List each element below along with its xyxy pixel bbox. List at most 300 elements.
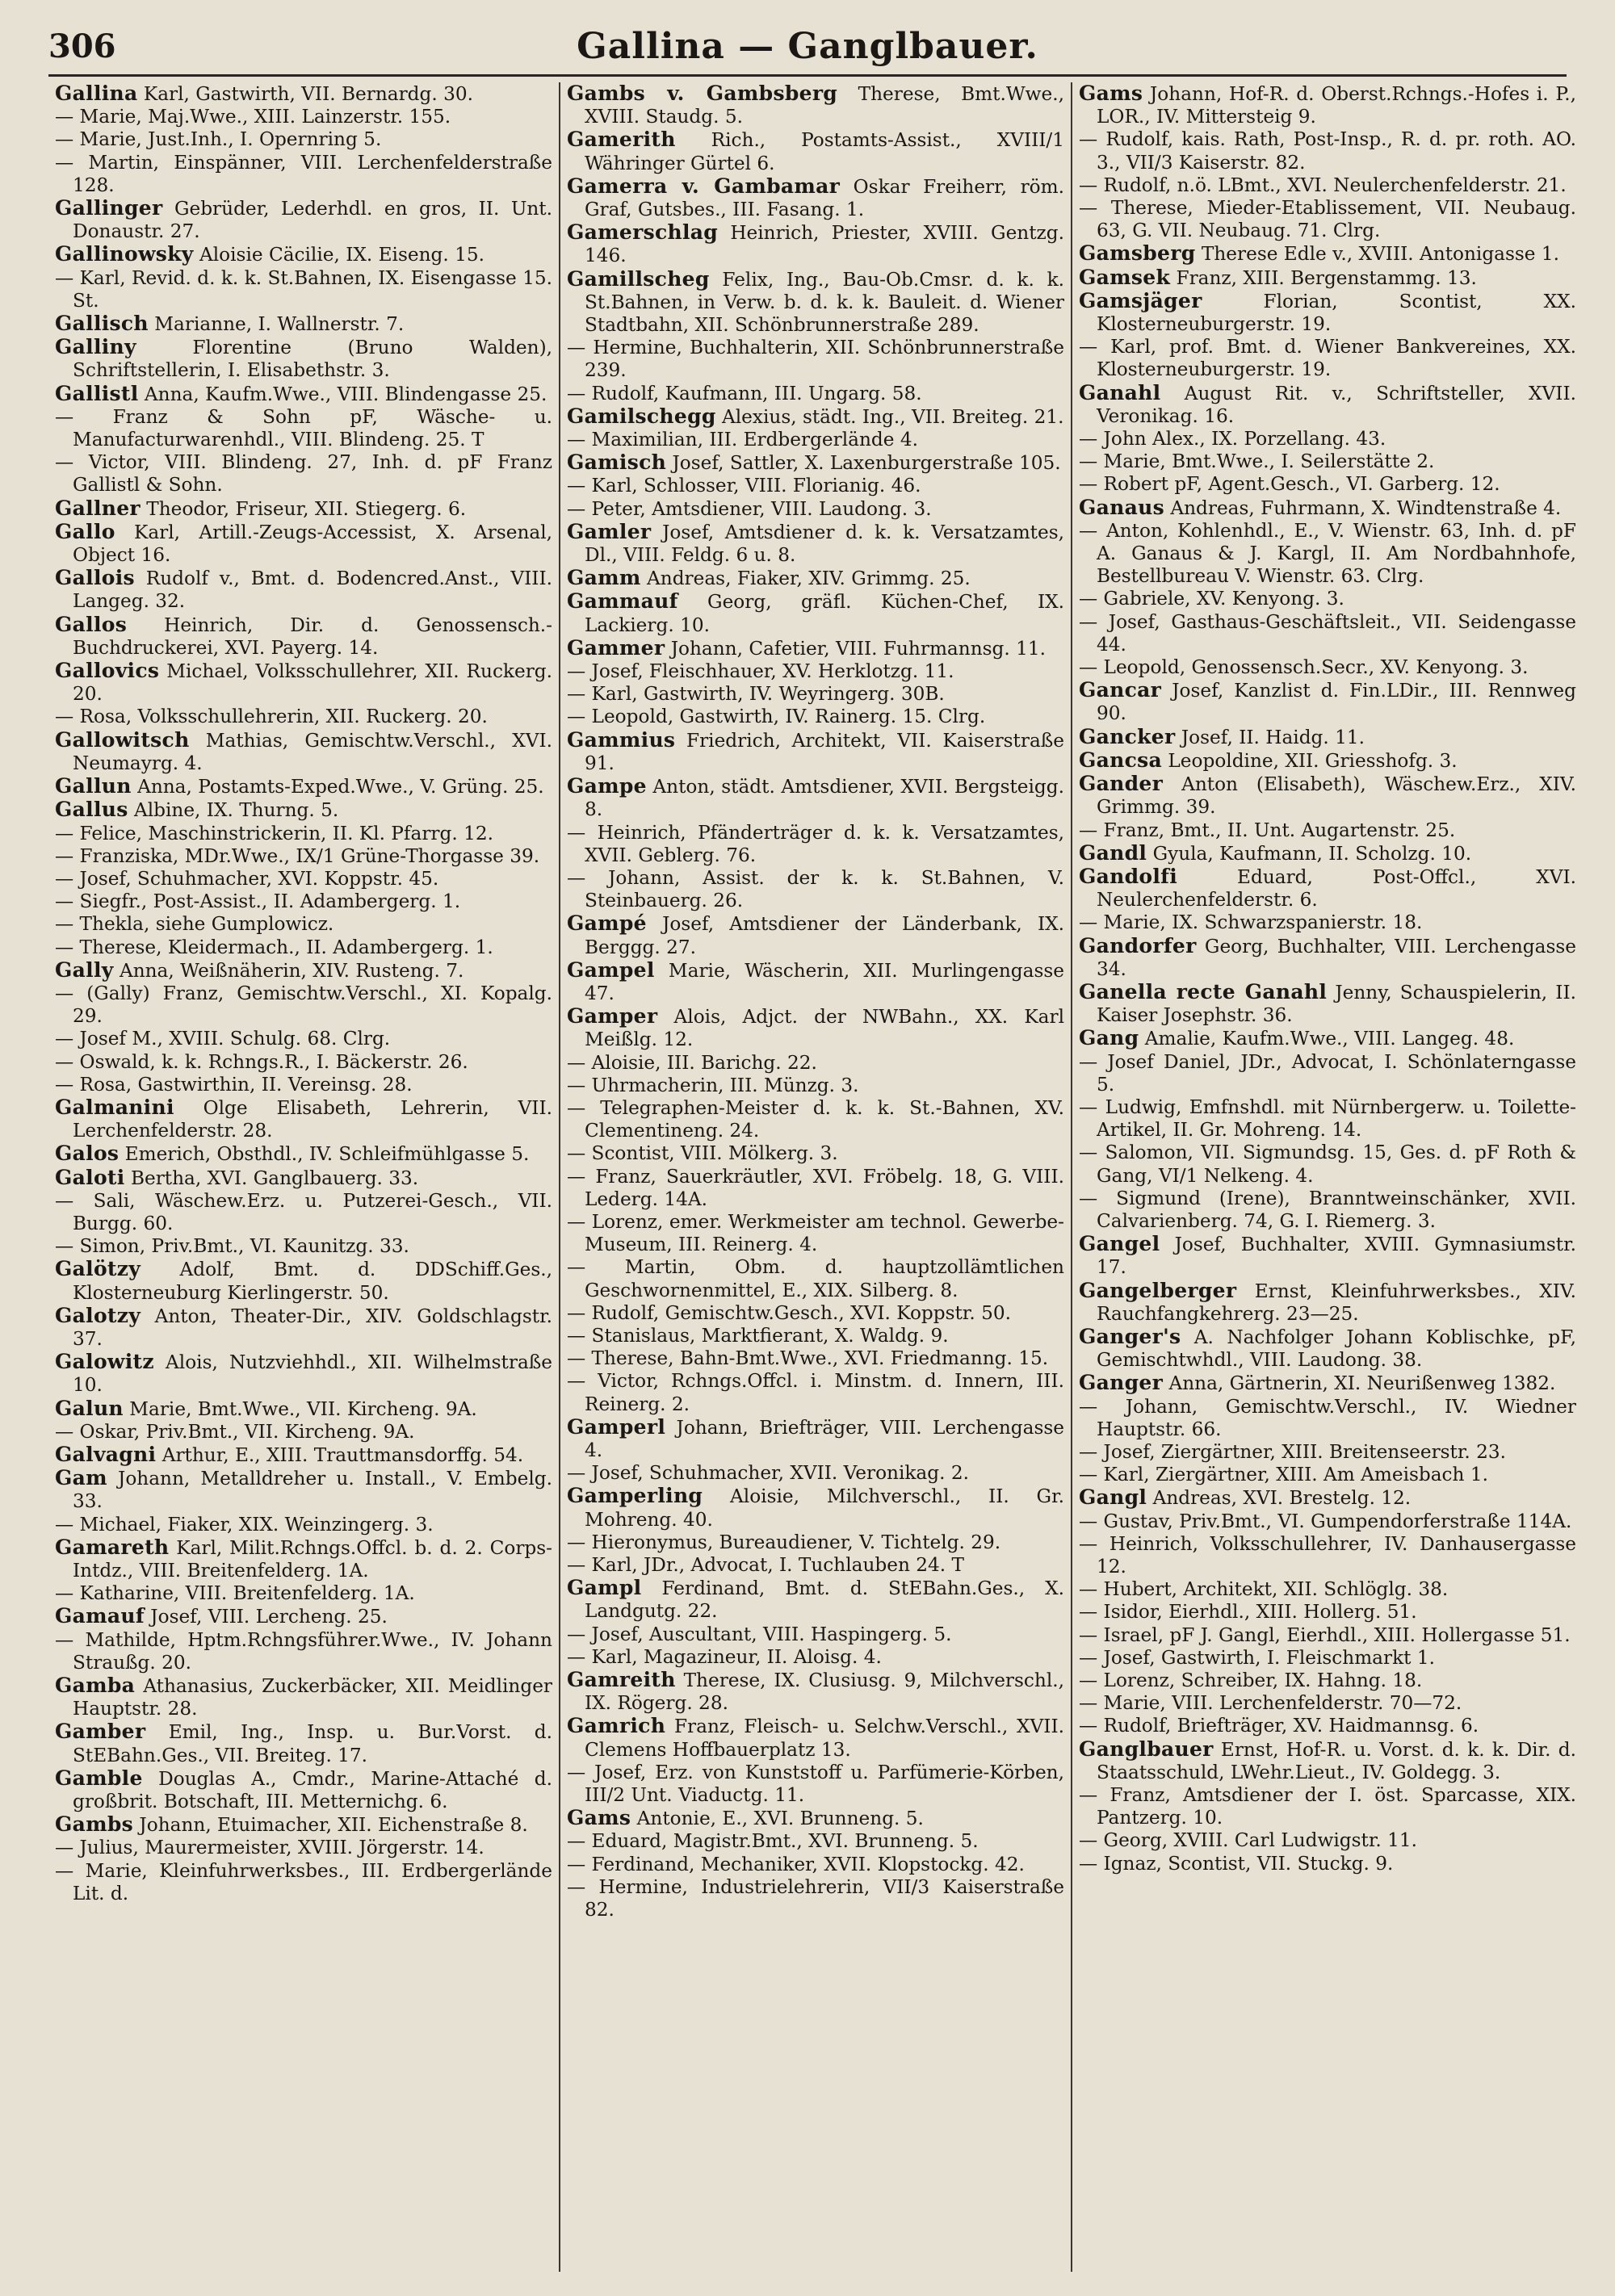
directory-entry xyxy=(1079,428,1576,450)
directory-entry xyxy=(1079,1233,1576,1279)
entry-details: Mathias, Gemischtw.Verschl., XVI. Neumayrg. 4. xyxy=(73,729,552,774)
directory-entry xyxy=(567,337,1064,382)
directory-entry xyxy=(55,521,552,567)
entry-surname: Galliny xyxy=(55,335,136,359)
directory-entry xyxy=(1079,450,1576,473)
entry-details: — Gabriele, XV. Kenyong. 3. xyxy=(1079,588,1344,610)
directory-entry xyxy=(55,197,552,243)
entry-surname: Ganger's xyxy=(1079,1324,1181,1348)
entry-details: — Josef, Erz. von Kunststoff u. Parfümerie-Körben, III/2 Unt. Viaductg. 11. xyxy=(567,1761,1064,1807)
entry-details: — Karl, Ziergärtner, XIII. Am Ameisbach 1. xyxy=(1079,1464,1488,1486)
directory-entry xyxy=(55,1813,552,1837)
entry-details: — Franz & Sohn pF, Wäsche- u. Manufacturwarenhdl., VIII. Blindeng. 25. T xyxy=(55,405,552,451)
entry-surname: Gam xyxy=(55,1466,107,1490)
entry-surname: Gangl xyxy=(1079,1485,1147,1510)
directory-entry xyxy=(567,1624,1064,1646)
directory-entry xyxy=(55,1051,552,1074)
entry-surname: Gamperl xyxy=(567,1414,666,1439)
entry-details: Andreas, XVI. Brestelg. 12. xyxy=(1147,1487,1412,1510)
directory-entry xyxy=(1079,473,1576,496)
entry-surname: Gallowitsch xyxy=(55,727,190,752)
entry-details: — Josef, Schuhmacher, XVI. Koppstr. 45. xyxy=(55,867,439,890)
directory-entry xyxy=(1079,911,1576,934)
entry-details: — Josef, Auscultant, VIII. Haspingerg. 5. xyxy=(567,1623,952,1645)
directory-entry xyxy=(567,221,1064,267)
entry-surname: Gampl xyxy=(567,1576,642,1600)
entry-details: Anton (Elisabeth), Wäschew.Erz., XIV. Grimmg. 39. xyxy=(1097,773,1576,819)
entry-surname: Gamper xyxy=(567,1004,658,1029)
directory-entry xyxy=(567,1005,1064,1051)
entry-details: — Felice, Maschinstrickerin, II. Kl. Pfarrg. 12. xyxy=(55,822,493,844)
entry-surname: Gamba xyxy=(55,1674,136,1698)
directory-entry xyxy=(55,128,552,151)
entry-details: — Rudolf, Kaufmann, III. Ungarg. 58. xyxy=(567,382,922,404)
entry-details: — Gustav, Priv.Bmt., VI. Gumpendorferstraße 114A. xyxy=(1079,1510,1572,1532)
directory-entry xyxy=(55,451,552,496)
entry-details: — Marie, Maj.Wwe., XIII. Lainzerstr. 155. xyxy=(55,106,451,128)
entry-details: Aloisie Cäcilie, IX. Eiseng. 15. xyxy=(193,244,484,266)
entry-details: — Stanislaus, Marktfierant, X. Waldg. 9. xyxy=(567,1324,949,1347)
directory-entry xyxy=(55,497,552,521)
directory-entry xyxy=(55,936,552,959)
directory-entry xyxy=(567,451,1064,475)
page-number: 306 xyxy=(48,27,116,65)
entry-details: — Simon, Priv.Bmt., VI. Kaunitzg. 33. xyxy=(55,1235,409,1258)
directory-entry xyxy=(55,706,552,728)
directory-entry xyxy=(55,913,552,936)
entry-details: — Isidor, Eierhdl., XIII. Hollerg. 51. xyxy=(1079,1601,1417,1624)
directory-entry xyxy=(1079,1692,1576,1715)
entry-surname: Gallo xyxy=(55,519,115,543)
entry-details: — Salomon, VII. Sigmundsg. 15, Ges. d. pF Roth & Gang, VI/1 Nelkeng. 4. xyxy=(1079,1142,1576,1187)
entry-details: — Hubert, Architekt, XII. Schlöglg. 38. xyxy=(1079,1578,1449,1601)
directory-entry xyxy=(1079,1142,1576,1187)
directory-entry xyxy=(567,1256,1064,1301)
directory-entry xyxy=(1079,336,1576,381)
directory-entry xyxy=(55,243,552,266)
directory-entry xyxy=(55,1767,552,1813)
directory-entry xyxy=(55,1096,552,1142)
entry-details: Gebrüder, Lederhdl. en gros, II. Unt. Donaustr. 27. xyxy=(73,198,552,243)
directory-entry xyxy=(1079,1051,1576,1096)
directory-entry xyxy=(1079,1280,1576,1326)
entry-details: — Therese, Bahn-Bmt.Wwe., XVI. Friedmanng. 15. xyxy=(567,1347,1049,1370)
entry-details: Therese Edle v., XVIII. Antonigasse 1. xyxy=(1195,243,1560,266)
entry-details: — Oswald, k. k. Rchngs.R., I. Bäckerstr. 26. xyxy=(55,1050,468,1073)
entry-surname: Gammauf xyxy=(567,589,678,614)
directory-entry xyxy=(1079,1624,1576,1647)
column-left xyxy=(48,82,559,2272)
entry-details: — Victor, Rchngs.Offcl. i. Minstm. d. Innern, III. Reinerg. 2. xyxy=(567,1370,1064,1415)
entry-surname: Gamsjäger xyxy=(1079,288,1202,312)
entry-details: — Johann, Gemischtw.Verschl., IV. Wiedner Hauptstr. 66. xyxy=(1079,1395,1576,1440)
entry-surname: Gams xyxy=(567,1806,631,1830)
entry-details: — Georg, XVIII. Carl Ludwigstr. 11. xyxy=(1079,1829,1417,1852)
directory-entry xyxy=(55,1837,552,1859)
directory-entry xyxy=(1079,1784,1576,1829)
entry-details: — Josef Daniel, JDr., Advocat, I. Schönlaterngasse 5. xyxy=(1079,1050,1576,1096)
entry-surname: Gallus xyxy=(55,798,128,822)
directory-entry xyxy=(1079,128,1576,174)
entry-details: — Karl, Schlosser, VIII. Florianig. 46. xyxy=(567,475,921,497)
entry-surname: Gamillscheg xyxy=(567,266,710,291)
entry-details: — (Gally) Franz, Gemischtw.Verschl., XI. Kopalg. 29. xyxy=(55,982,552,1028)
directory-entry xyxy=(567,1830,1064,1853)
entry-details: Gyula, Kaufmann, II. Scholzg. 10. xyxy=(1147,842,1472,865)
entry-details: — Josef, Gastwirth, I. Fleischmarkt 1. xyxy=(1079,1646,1435,1669)
directory-entry xyxy=(567,405,1064,429)
directory-entry xyxy=(1079,1326,1576,1372)
directory-entry xyxy=(567,1577,1064,1623)
entry-details: Anna, Postamts-Exped.Wwe., V. Grüng. 25. xyxy=(131,776,544,798)
entry-details: Karl, Gastwirth, VII. Bernardg. 30. xyxy=(137,83,473,105)
directory-entry xyxy=(567,1211,1064,1256)
directory-entry xyxy=(55,1443,552,1467)
entry-surname: Gallun xyxy=(55,774,132,798)
entry-details: — Ignaz, Scontist, VII. Stuckg. 9. xyxy=(1079,1852,1394,1875)
directory-entry xyxy=(1079,1396,1576,1441)
entry-details: — Robert pF, Agent.Gesch., VI. Garberg. 12. xyxy=(1079,473,1500,496)
entry-surname: Gancker xyxy=(1079,724,1176,748)
directory-entry xyxy=(55,1421,552,1443)
entry-details: — Maximilian, III. Erdbergerlände 4. xyxy=(567,429,918,451)
entry-surname: Gammius xyxy=(567,727,676,752)
directory-entry xyxy=(1079,1533,1576,1578)
directory-entry xyxy=(567,383,1064,405)
entry-details: Felix, Ing., Bau-Ob.Cmsr. d. k. k. St.Bahnen, in Verw. b. d. k. k. Bauleit. d. Wiener Stadtbahn, XII. Schönbrunnerstraße 289. xyxy=(585,268,1064,337)
entry-details: Josef, Amtsdiener d. k. k. Versatzamtes, Dl., VIII. Feldg. 6 u. 8. xyxy=(585,521,1064,567)
directory-entry xyxy=(567,1347,1064,1370)
entry-details: Rich., Postamts-Assist., XVIII/1 Währinger Gürtel 6. xyxy=(585,129,1064,174)
directory-entry xyxy=(1079,1647,1576,1670)
entry-details: Theodor, Friseur, XII. Stiegerg. 6. xyxy=(140,497,467,520)
directory-entry xyxy=(567,475,1064,497)
entry-details: Karl, Milit.Rchngs.Offcl. b. d. 2. Corps-Intdz., VIII. Breitenfelderg. 1A. xyxy=(73,1536,552,1582)
entry-details: — Rudolf, n.ö. LBmt., XVI. Neulerchenfelderstr. 21. xyxy=(1079,174,1567,196)
entry-details: Alois, Nutzviehhdl., XII. Wilhelmstraße 10. xyxy=(73,1351,552,1397)
entry-details: — Thekla, siehe Gumplowicz. xyxy=(55,913,334,936)
directory-entry xyxy=(567,1302,1064,1325)
entry-details: — Ferdinand, Mechaniker, XVII. Klopstockg. 42. xyxy=(567,1853,1025,1875)
entry-surname: Gallinger xyxy=(55,196,163,220)
directory-entry xyxy=(55,267,552,312)
entry-details: Marie, Wäscherin, XII. Murlingengasse 47. xyxy=(585,959,1064,1004)
entry-details: Jenny, Schauspielerin, II. Kaiser Josephstr. 36. xyxy=(1097,981,1576,1027)
running-head: Gallina — Ganglbauer. xyxy=(577,25,1038,67)
entry-details: Ernst, Hof-R. u. Vorst. d. k. k. Dir. d. Staatsschuld, LWehr.Lieut., IV. Goldegg. 3. xyxy=(1097,1738,1576,1783)
directory-entry xyxy=(55,82,552,106)
entry-details: Bertha, XVI. Ganglbauerg. 33. xyxy=(124,1167,419,1189)
directory-entry xyxy=(55,383,552,406)
directory-entry xyxy=(55,959,552,983)
entry-details: Alois, Adjct. der NWBahn., XX. Karl Meißlg. 12. xyxy=(585,1006,1064,1051)
entry-details: — Martin, Einspänner, VIII. Lerchenfelderstraße 128. xyxy=(55,151,552,196)
entry-surname: Galowitz xyxy=(55,1350,154,1374)
entry-details: Josef, Sattler, X. Laxenburgerstraße 105. xyxy=(666,452,1061,475)
entry-details: — Josef, Schuhmacher, XVII. Veronikag. 2. xyxy=(567,1462,969,1485)
entry-details: Franz, XIII. Bergenstammg. 13. xyxy=(1170,266,1477,289)
entry-details: Johann, Hof-R. d. Oberst.Rchngs.-Hofes i. P., LOR., IV. Mittersteig 9. xyxy=(1097,83,1576,128)
directory-entry xyxy=(567,175,1064,221)
directory-entry xyxy=(567,1669,1064,1715)
entry-details: Adolf, Bmt. d. DDSchiff.Ges., Klosterneuburg Kierlingerstr. 50. xyxy=(73,1259,552,1304)
entry-surname: Gammer xyxy=(567,635,665,660)
directory-entry xyxy=(1079,1853,1576,1875)
entry-details: Albine, IX. Thurng. 5. xyxy=(128,799,339,822)
entry-details: — Ludwig, Emfnshdl. mit Nürnbergerw. u. Toilette-Artikel, II. Gr. Mohreng. 14. xyxy=(1079,1096,1576,1142)
entry-details: — Franz, Sauerkräutler, XVI. Fröbelg. 18, G. VIII. Lederg. 14A. xyxy=(567,1165,1064,1210)
directory-entry xyxy=(1079,1486,1576,1510)
directory-entry xyxy=(55,729,552,775)
directory-entry xyxy=(55,567,552,613)
entry-details: Emil, Ing., Insp. u. Bur.Vorst. d. StEBahn.Ges., VII. Breiteg. 17. xyxy=(73,1721,552,1766)
directory-entry xyxy=(1079,290,1576,336)
entry-surname: Gamm xyxy=(567,566,641,590)
directory-entry xyxy=(55,1074,552,1096)
directory-entry xyxy=(55,1536,552,1582)
directory-entry xyxy=(567,268,1064,337)
entry-details: — Josef, Fleischhauer, XV. Herklotzg. 11. xyxy=(567,660,954,683)
directory-entry xyxy=(567,1370,1064,1415)
directory-entry xyxy=(567,822,1064,867)
entry-details: Ferdinand, Bmt. d. StEBahn.Ges., X. Landgutg. 22. xyxy=(585,1577,1064,1623)
entry-details: — Sali, Wäschew.Erz. u. Putzerei-Gesch., VII. Burgg. 60. xyxy=(55,1189,552,1234)
entry-details: Anna, Gärtnerin, XI. Neurißenweg 1382. xyxy=(1163,1372,1556,1395)
entry-surname: Gang xyxy=(1079,1026,1139,1050)
directory-entry xyxy=(567,683,1064,706)
entry-surname: Ganglbauer xyxy=(1079,1737,1214,1761)
columns-container xyxy=(48,82,1583,2272)
entry-details: Antonie, E., XVI. Brunneng. 5. xyxy=(631,1808,924,1830)
entry-surname: Gangelberger xyxy=(1079,1278,1237,1302)
entry-details: Marie, Bmt.Wwe., VII. Kircheng. 9A. xyxy=(123,1397,477,1420)
entry-details: — Uhrmacherin, III. Münzg. 3. xyxy=(567,1074,859,1096)
directory-entry xyxy=(1079,842,1576,865)
entry-surname: Gallos xyxy=(55,612,128,636)
directory-entry xyxy=(1079,174,1576,197)
directory-entry xyxy=(55,1305,552,1351)
directory-entry xyxy=(1079,611,1576,656)
directory-entry xyxy=(55,798,552,822)
entry-details: — Rudolf, kais. Rath, Post-Insp., R. d. pr. roth. AO. 3., VII/3 Kaiserstr. 82. xyxy=(1079,128,1576,174)
entry-details: Olge Elisabeth, Lehrerin, VII. Lerchenfelderstr. 28. xyxy=(73,1096,552,1142)
entry-surname: Galos xyxy=(55,1142,120,1166)
entry-surname: Galmanini xyxy=(55,1095,174,1119)
entry-details: Josef, Buchhalter, XVIII. Gymnasiumstr. 17. xyxy=(1097,1234,1576,1279)
directory-entry xyxy=(1079,935,1576,981)
entry-details: — Peter, Amtsdiener, VIII. Laudong. 3. xyxy=(567,497,932,520)
entry-surname: Gallistl xyxy=(55,381,139,405)
entry-details: — Rosa, Gastwirthin, II. Vereinsg. 28. xyxy=(55,1073,413,1096)
directory-entry xyxy=(55,868,552,890)
directory-entry xyxy=(1079,197,1576,242)
directory-entry xyxy=(1079,981,1576,1027)
entry-details: A. Nachfolger Johann Koblischke, pF, Gemischtwhdl., VIII. Laudong. 38. xyxy=(1097,1326,1576,1372)
entry-details: Andreas, Fuhrmann, X. Windtenstraße 4. xyxy=(1164,496,1562,519)
directory-entry xyxy=(55,1235,552,1258)
entry-details: Ernst, Kleinfuhrwerksbes., XIV. Rauchfangkehrerg. 23—25. xyxy=(1097,1280,1576,1325)
entry-details: — Martin, Obm. d. hauptzollämtlichen Geschwornenmittel, E., XIX. Silberg. 8. xyxy=(567,1256,1064,1301)
directory-entry xyxy=(55,660,552,706)
directory-entry xyxy=(567,82,1064,128)
entry-surname: Gamerschlag xyxy=(567,220,719,245)
entry-details: Anna, Weißnäherin, XIV. Rusteng. 7. xyxy=(113,959,464,982)
directory-entry xyxy=(55,1720,552,1766)
directory-entry xyxy=(55,1142,552,1166)
directory-entry xyxy=(1079,749,1576,773)
directory-entry xyxy=(1079,82,1576,128)
directory-entry xyxy=(567,1646,1064,1669)
entry-details: — Therese, Mieder-Etablissement, VII. Neubaug. 63, G. VII. Neubaug. 71. Clrg. xyxy=(1079,197,1576,242)
entry-surname: Ganahl xyxy=(1079,380,1161,404)
entry-details: Aloisie, Milchverschl., II. Gr. Mohreng. 40. xyxy=(585,1485,1064,1531)
entry-surname: Galun xyxy=(55,1396,124,1420)
entry-details: — Josef, Ziergärtner, XIII. Breitenseerstr. 23. xyxy=(1079,1440,1507,1463)
entry-details: — John Alex., IX. Porzellang. 43. xyxy=(1079,428,1386,450)
directory-entry xyxy=(567,1715,1064,1761)
entry-details: — Johann, Assist. der k. k. St.Bahnen, V. Steinbauerg. 26. xyxy=(567,866,1064,912)
entry-details: Josef, Amtsdiener der Länderbank, IX. Berggg. 27. xyxy=(585,913,1064,958)
directory-entry xyxy=(567,912,1064,958)
entry-surname: Galvagni xyxy=(55,1442,157,1466)
directory-entry xyxy=(1079,1829,1576,1852)
directory-entry xyxy=(567,706,1064,728)
directory-entry xyxy=(567,1554,1064,1577)
directory-entry xyxy=(1079,679,1576,725)
directory-entry xyxy=(567,1807,1064,1830)
entry-details: Eduard, Post-Offcl., XVI. Neulerchenfelderstr. 6. xyxy=(1097,865,1576,911)
directory-entry xyxy=(1079,1441,1576,1464)
directory-entry xyxy=(55,1605,552,1628)
directory-entry xyxy=(1079,1096,1576,1142)
directory-entry xyxy=(1079,1601,1576,1624)
directory-entry xyxy=(1079,865,1576,911)
entry-details: Andreas, Fiaker, XIV. Grimmg. 25. xyxy=(640,568,971,590)
entry-details: Johann, Metalldreher u. Install., V. Embelg. 33. xyxy=(73,1468,552,1513)
entry-surname: Gallner xyxy=(55,496,141,520)
entry-details: — Heinrich, Volksschullehrer, IV. Danhausergasse 12. xyxy=(1079,1532,1576,1577)
directory-entry xyxy=(1079,1670,1576,1692)
entry-details: — Rosa, Volksschullehrerin, XII. Ruckerg. 20. xyxy=(55,706,488,728)
directory-entry xyxy=(567,1052,1064,1075)
entry-details: — Franziska, MDr.Wwe., IX/1 Grüne-Thorgasse 39. xyxy=(55,844,540,867)
entry-details: — Mathilde, Hptm.Rchngsführer.Wwe., IV. Johann Straußg. 20. xyxy=(55,1628,552,1674)
entry-details: Douglas A., Cmdr., Marine-Attaché d. großbrit. Botschaft, III. Metternichg. 6. xyxy=(73,1767,552,1813)
entry-surname: Gallois xyxy=(55,566,135,590)
entry-details: Josef, II. Haidg. 11. xyxy=(1175,726,1365,748)
entry-details: — Michael, Fiaker, XIX. Weinzingerg. 3. xyxy=(55,1513,434,1536)
directory-entry xyxy=(567,1142,1064,1165)
entry-details: — Karl, Magazineur, II. Aloisg. 4. xyxy=(567,1645,882,1668)
entry-surname: Gamperling xyxy=(567,1484,703,1508)
directory-entry xyxy=(1079,1464,1576,1486)
entry-details: — Josef, Gasthaus-Geschäftsleit., VII. Seidengasse 44. xyxy=(1079,610,1576,656)
directory-entry xyxy=(55,775,552,798)
entry-surname: Gancsa xyxy=(1079,748,1163,772)
directory-entry xyxy=(1079,242,1576,266)
entry-surname: Gallovics xyxy=(55,659,160,683)
entry-details: — Rudolf, Gemischtw.Gesch., XVI. Koppstr. 50. xyxy=(567,1301,1011,1324)
entry-details: Florian, Scontist, XX. Klosterneuburgerstr. 19. xyxy=(1097,290,1576,336)
directory-entry xyxy=(55,1860,552,1905)
entry-details: — Marie, Just.Inh., I. Opernring 5. xyxy=(55,128,382,151)
directory-entry xyxy=(55,1674,552,1720)
entry-details: Josef, VIII. Lercheng. 25. xyxy=(144,1606,388,1628)
directory-entry xyxy=(1079,1715,1576,1737)
entry-surname: Gally xyxy=(55,957,114,982)
entry-details: — Anton, Kohlenhdl., E., V. Wienstr. 63, Inh. d. pF A. Ganaus & J. Kargl, II. Am Nordbahnhofe, Bestellbureau V. Wienstr. 63. Clrg. xyxy=(1079,519,1576,588)
entry-details: Friedrich, Architekt, VII. Kaiserstraße 91. xyxy=(585,729,1064,774)
page-header xyxy=(48,18,1567,77)
entry-surname: Gandolfi xyxy=(1079,864,1178,888)
entry-details: — Eduard, Magistr.Bmt., XVI. Brunneng. 5. xyxy=(567,1830,979,1853)
entry-surname: Gamsek xyxy=(1079,265,1171,289)
entry-surname: Ganaus xyxy=(1079,495,1164,519)
entry-details: — Marie, Kleinfuhrwerksbes., III. Erdbergerlände Lit. d. xyxy=(55,1859,552,1904)
entry-surname: Gams xyxy=(1079,82,1143,105)
entry-details: — Lorenz, emer. Werkmeister am technol. Gewerbe-Museum, III. Reinerg. 4. xyxy=(567,1210,1064,1256)
entry-details: — Katharine, VIII. Breitenfelderg. 1A. xyxy=(55,1582,415,1605)
directory-entry xyxy=(567,1854,1064,1876)
entry-details: — Leopold, Genossensch.Secr., XV. Kenyong. 3. xyxy=(1079,656,1529,679)
directory-entry xyxy=(1079,1738,1576,1784)
entry-surname: Gamisch xyxy=(567,450,667,475)
entry-details: — Telegraphen-Meister d. k. k. St.-Bahnen, XV. Clementineng. 24. xyxy=(567,1096,1064,1142)
entry-details: — Israel, pF J. Gangl, Eierhdl., XIII. Hollergasse 51. xyxy=(1079,1624,1571,1646)
entry-surname: Gamerra v. Gambamar xyxy=(567,174,841,198)
directory-entry xyxy=(55,336,552,382)
directory-entry xyxy=(55,983,552,1028)
entry-surname: Gampé xyxy=(567,911,647,936)
entry-details: — Marie, VIII. Lerchenfelderstr. 70—72. xyxy=(1079,1692,1462,1715)
directory-entry xyxy=(55,1351,552,1397)
entry-surname: Gambs v. Gambsberg xyxy=(567,82,838,105)
column-right xyxy=(1071,82,1583,2272)
entry-details: — Franz, Bmt., II. Unt. Augartenstr. 25. xyxy=(1079,819,1456,841)
directory-entry xyxy=(1079,1188,1576,1233)
directory-entry xyxy=(1079,588,1576,610)
entry-details: Heinrich, Dir. d. Genossensch.-Buchdruckerei, XVI. Payerg. 14. xyxy=(73,614,552,659)
directory-entry xyxy=(1079,266,1576,290)
directory-entry xyxy=(1079,382,1576,428)
entry-surname: Galötzy xyxy=(55,1257,141,1281)
directory-entry xyxy=(55,1629,552,1674)
entry-details: Athanasius, Zuckerbäcker, XII. Meidlinger Hauptstr. 28. xyxy=(73,1675,552,1720)
entry-surname: Gamler xyxy=(567,519,652,543)
directory-entry xyxy=(567,1166,1064,1211)
directory-entry xyxy=(1079,1372,1576,1395)
entry-details: — Leopold, Gastwirth, IV. Rainerg. 15. Clrg. xyxy=(567,706,986,728)
entry-details: Georg, gräfl. Küchen-Chef, IX. Lackierg. 10. xyxy=(585,591,1064,636)
entry-surname: Gander xyxy=(1079,772,1164,796)
directory-entry xyxy=(1079,726,1576,749)
entry-details: Therese, Bmt.Wwe., XVIII. Staudg. 5. xyxy=(585,83,1064,128)
directory-entry xyxy=(567,498,1064,521)
entry-details: — Franz, Amtsdiener der I. öst. Sparcasse, XIX. Pantzerg. 10. xyxy=(1079,1784,1576,1829)
entry-surname: Gamilschegg xyxy=(567,404,716,428)
entry-details: Rudolf v., Bmt. d. Bodencred.Anst., VIII. Langeg. 32. xyxy=(73,568,552,613)
entry-details: Anton, Theater-Dir., XIV. Goldschlagstr. 37. xyxy=(73,1305,552,1350)
directory-entry xyxy=(55,106,552,128)
directory-entry xyxy=(567,1876,1064,1921)
directory-entry xyxy=(55,1514,552,1536)
entry-details: Emerich, Obsthdl., IV. Schleifmühlgasse 5. xyxy=(119,1143,530,1166)
entry-surname: Gangel xyxy=(1079,1232,1160,1256)
entry-details: Karl, Artill.-Zeugs-Accessist, X. Arsenal, Object 16. xyxy=(73,521,552,567)
entry-details: Josef, Kanzlist d. Fin.LDir., III. Rennweg 90. xyxy=(1097,680,1576,725)
entry-details: Franz, Fleisch- u. Selchw.Verschl., XVII. Clemens Hoffbauerplatz 13. xyxy=(585,1716,1064,1761)
entry-surname: Gamareth xyxy=(55,1535,170,1559)
